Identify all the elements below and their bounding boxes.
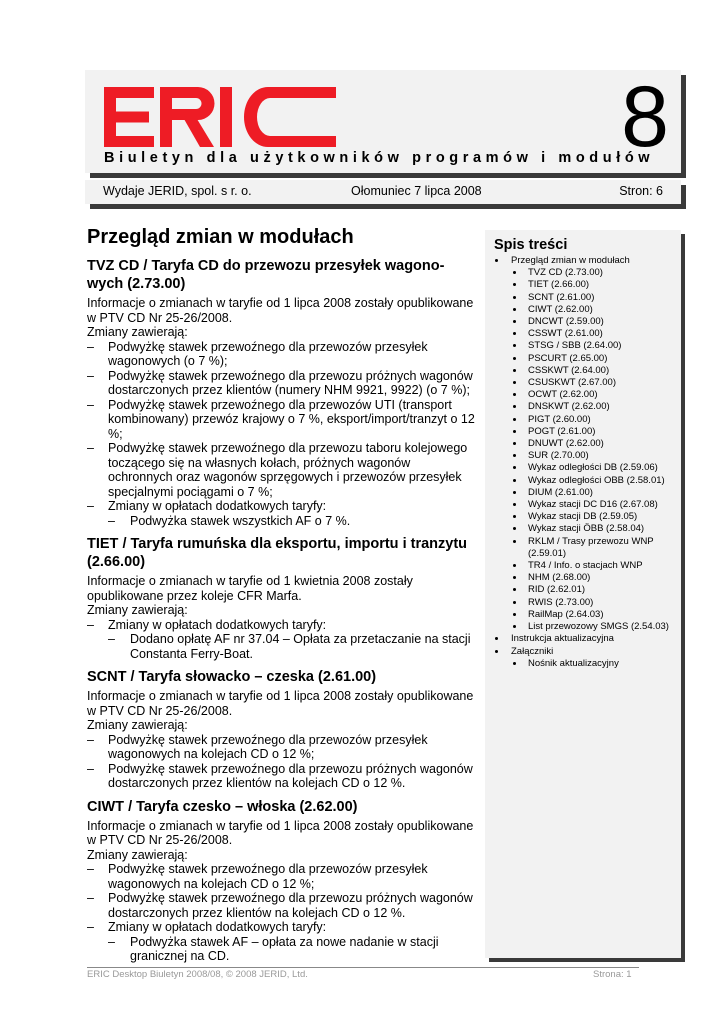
eric-logo: [104, 87, 336, 147]
sub-list: [108, 935, 475, 964]
toc-list: [493, 255, 678, 670]
toc-item[interactable]: Wykaz stacji DC D16 (2.67.08): [493, 499, 678, 511]
changes-list: [87, 733, 475, 791]
section-ciwt: [87, 798, 475, 964]
toc-item[interactable]: CSSKWT (2.64.00): [493, 365, 678, 377]
list-item: – Podwyżkę stawek przewoźnego dla przewozu próżnych wagonów dostarczonych przez klientów na kolejach CD o 12 %.: [87, 891, 475, 920]
toc-item[interactable]: RailMap (2.64.03): [493, 609, 678, 621]
section-intro: Informacje o zmianach w taryfie od 1 lipca 2008 zostały opublikowane w PTV CD Nr 25-26/2008.: [87, 689, 474, 718]
list-item: [87, 920, 475, 964]
toc-title: Spis treści: [494, 237, 568, 253]
footer-page-number: Strona: 1: [593, 969, 632, 980]
list-item: – Podwyżkę stawek przewoźnego dla przewozu próżnych wagonów dostarczonych przez klientów (numery NHM 9921, 9922) (o 7 %);: [87, 369, 475, 398]
changes-list: [87, 862, 475, 964]
list-item: – Podwyżkę stawek przewoźnego dla przewozu próżnych wagonów dostarczonych przez klientów na kolejach CD o 12 %.: [87, 762, 475, 791]
bulletin-subtitle: Biuletyn dla użytkowników programów i modułów: [104, 150, 655, 166]
toc-item[interactable]: PIGT (2.60.00): [493, 414, 678, 426]
list-item: [87, 398, 475, 442]
toc-item[interactable]: CSUSKWT (2.67.00): [493, 377, 678, 389]
toc-item[interactable]: List przewozowy SMGS (2.54.03): [493, 621, 678, 633]
toc-item[interactable]: CIWT (2.62.00): [493, 304, 678, 316]
section-intro: Informacje o zmianach w taryfie od 1 lipca 2008 zostały opublikowane w PTV CD Nr 25-26/2008.: [87, 296, 474, 325]
toc-item[interactable]: RID (2.62.01): [493, 584, 678, 596]
table-of-contents: [485, 230, 681, 958]
list-item: [87, 618, 475, 662]
list-item-text: Zmiany w opłatach dodatkowych taryfy:: [108, 920, 327, 934]
list-item: – Podwyżkę stawek przewoźnego dla przewozów przesyłek wagonowych na kolejach CD o 12 %;: [87, 733, 475, 762]
toc-item[interactable]: DNCWT (2.59.00): [493, 316, 678, 328]
changes-label: Zmiany zawierają:: [87, 847, 188, 862]
section-title: TIET / Taryfa rumuńska dla eksportu, importu i tranzytu (2.66.00): [87, 536, 468, 570]
list-item: [87, 499, 475, 528]
toc-item[interactable]: TIET (2.66.00): [493, 279, 678, 291]
toc-item[interactable]: Wykaz odległości DB (2.59.06): [493, 462, 678, 474]
toc-item[interactable]: RWIS (2.73.00): [493, 597, 678, 609]
toc-item[interactable]: OCWT (2.62.00): [493, 389, 678, 401]
toc-item[interactable]: NHM (2.68.00): [493, 572, 678, 584]
changes-label: Zmiany zawierają:: [87, 603, 188, 617]
place-date: Ołomuniec 7 lipca 2008: [351, 184, 482, 198]
list-item-text: Zmiany w opłatach dodatkowych taryfy:: [108, 499, 327, 513]
toc-item[interactable]: Instrukcja aktualizacyjna: [493, 633, 678, 645]
footer-copyright: ERIC Desktop Biuletyn 2008/08, © 2008 JERID, Ltd.: [87, 969, 308, 980]
toc-item[interactable]: DIUM (2.61.00): [493, 487, 678, 499]
section-scnt: [87, 668, 475, 791]
toc-item[interactable]: DNSKWT (2.62.00): [493, 401, 678, 413]
toc-item[interactable]: STSG / SBB (2.64.00): [493, 340, 678, 352]
toc-item[interactable]: Wykaz stacji ÖBB (2.58.04): [493, 523, 678, 535]
issue-number: 8: [621, 69, 669, 165]
changes-label: Zmiany zawierają:: [87, 325, 188, 339]
toc-item[interactable]: PSCURT (2.65.00): [493, 353, 678, 365]
changes-list: [87, 618, 475, 662]
toc-item[interactable]: TVZ CD (2.73.00): [493, 267, 678, 279]
publisher: Wydaje JERID, spol. s r. o.: [103, 184, 252, 198]
list-item: – Podwyżkę stawek przewoźnego dla przewozu taboru kolejowego toczącego się na własnych kołach, próżnych wagonów ochronnych oraz wagonów sprzęgowych i przewozów przesyłek specjalnymi pociągami o 7 %;: [87, 441, 475, 499]
page-count: Stron: 6: [619, 184, 663, 198]
sub-list-item: – Podwyżka stawek AF – opłata za nowe nadanie w stacji granicznej na CD.: [108, 935, 475, 964]
toc-item[interactable]: SUR (2.70.00): [493, 450, 678, 462]
section-tiet: [87, 535, 475, 661]
section-intro: Informacje o zmianach w taryfie od 1 kwietnia 2008 zostały opublikowane przez koleje CFR Marfa.: [87, 574, 413, 603]
article: [87, 224, 475, 964]
toc-item[interactable]: Nośnik aktualizacyjny: [493, 658, 678, 670]
toc-item[interactable]: Załączniki: [493, 646, 678, 658]
list-item: – Podwyżkę stawek przewoźnego dla przewozów przesyłek wagonowych (o 7 %);: [87, 340, 475, 369]
toc-item[interactable]: SCNT (2.61.00): [493, 292, 678, 304]
section-title: TVZ CD / Taryfa CD do przewozu przesyłek wagono-wych (2.73.00): [87, 258, 445, 292]
changes-list: [87, 340, 475, 529]
toc-item[interactable]: Wykaz stacji DB (2.59.05): [493, 511, 678, 523]
sub-list: [108, 632, 475, 661]
toc-item[interactable]: Przegląd zmian w modułach: [493, 255, 678, 267]
section-intro: Informacje o zmianach w taryfie od 1 lipca 2008 zostały opublikowane w PTV CD Nr 25-26/2008.: [87, 818, 474, 847]
section-title: SCNT / Taryfa słowacko – czeska (2.61.00): [87, 669, 377, 685]
changes-label: Zmiany zawierają:: [87, 718, 188, 732]
footer-divider: [87, 967, 639, 968]
page-title: Przegląd zmian w modułach: [87, 226, 354, 248]
list-item-text: Podwyżkę stawek przewoźnego dla przewozów UTI (transport kombinowany) przewóz krajowy o 7 %, eksport/import/tranzyt o 12 %;: [108, 397, 475, 441]
section-tvz-cd: [87, 257, 475, 528]
toc-item[interactable]: POGT (2.61.00): [493, 426, 678, 438]
list-item: – Podwyżkę stawek przewoźnego dla przewozów przesyłek wagonowych na kolejach CD o 12 %;: [87, 862, 475, 891]
section-title: CIWT / Taryfa czesko – włoska (2.62.00): [87, 798, 358, 815]
toc-item[interactable]: Wykaz odległości OBB (2.58.01): [493, 475, 678, 487]
info-bar: [85, 180, 681, 204]
toc-item[interactable]: DNUWT (2.62.00): [493, 438, 678, 450]
sub-list: [108, 514, 475, 529]
bulletin-header: [85, 70, 681, 173]
list-item-text: Zmiany w opłatach dodatkowych taryfy:: [108, 617, 327, 632]
sub-list-item: – Podwyżka stawek wszystkich AF o 7 %.: [108, 514, 475, 529]
toc-item[interactable]: TR4 / Info. o stacjach WNP: [493, 560, 678, 572]
sub-list-item: – Dodano opłatę AF nr 37.04 – Opłata za przetaczanie na stacji Constanta Ferry-Boat.: [108, 632, 475, 661]
toc-item[interactable]: CSSWT (2.61.00): [493, 328, 678, 340]
toc-item[interactable]: RKLM / Trasy przewozu WNP (2.59.01): [493, 536, 678, 560]
